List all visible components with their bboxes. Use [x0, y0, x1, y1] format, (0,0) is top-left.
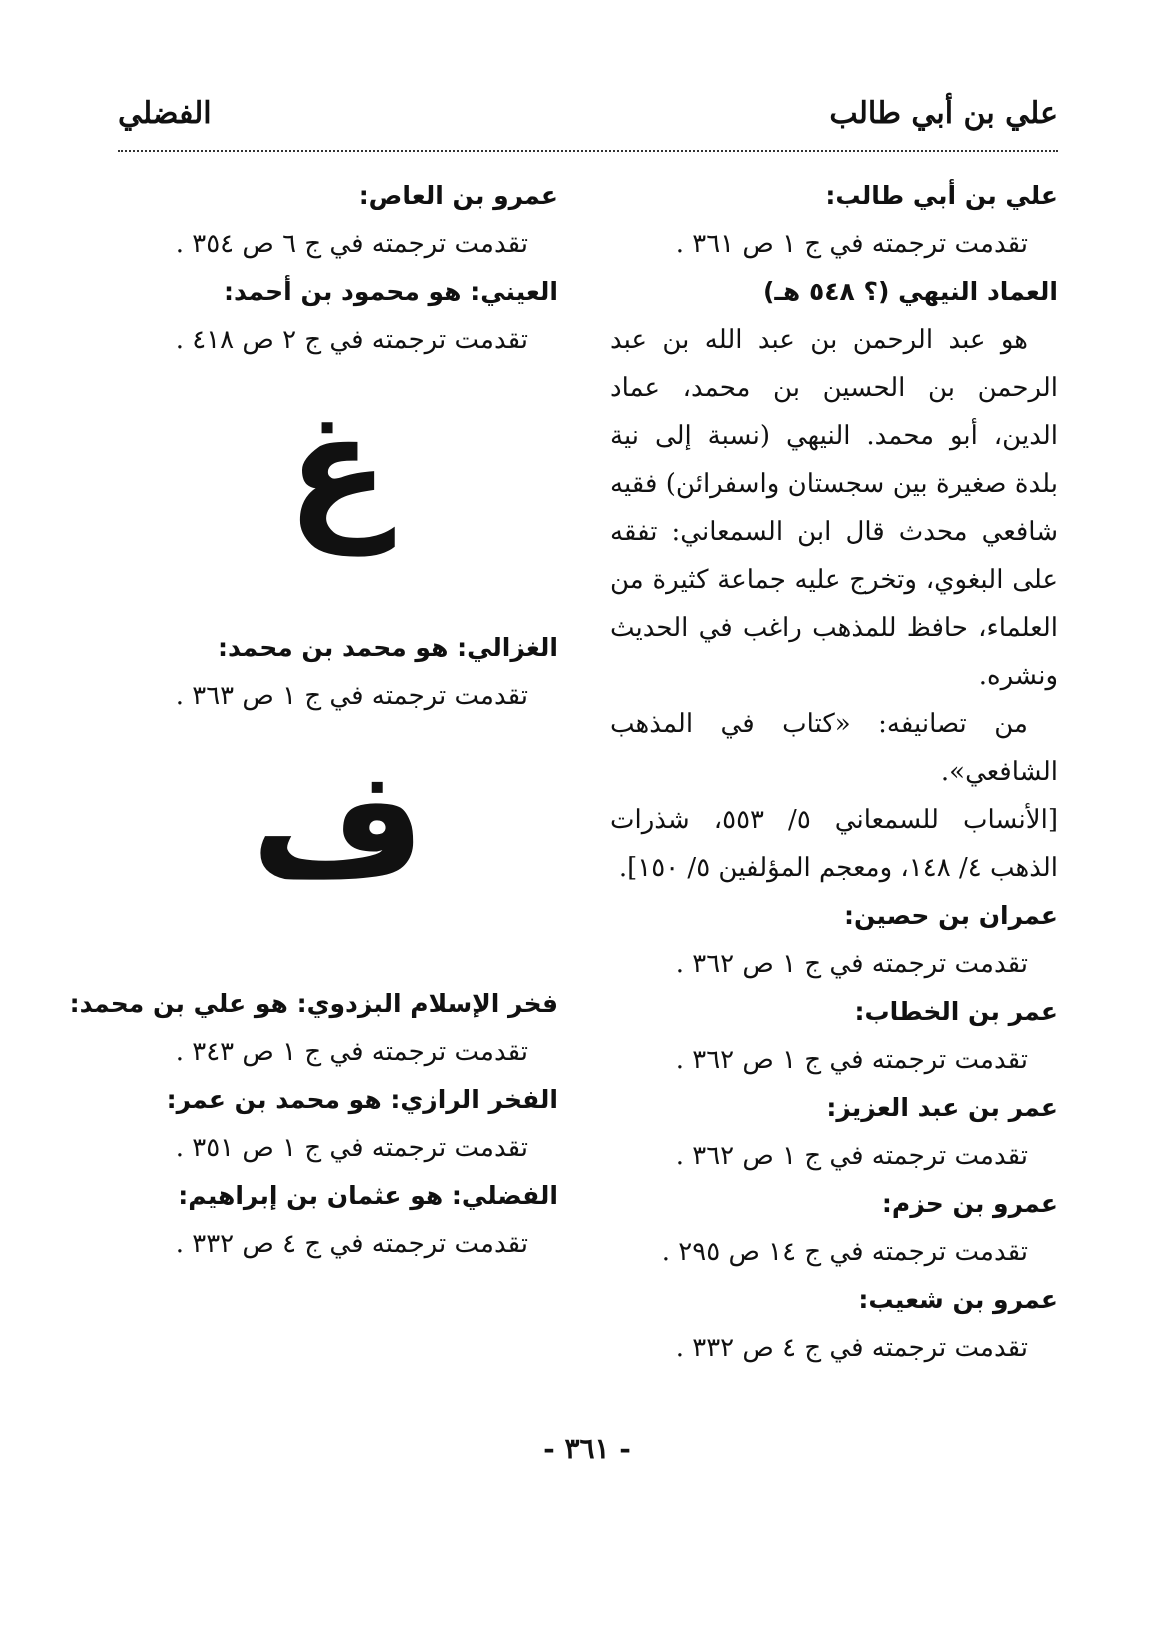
right-column — [610, 172, 1058, 1372]
left-column — [69, 172, 558, 1268]
entry-heading: الفخر الرازي: هو محمد بن عمر: — [166, 1085, 558, 1114]
running-header — [118, 96, 1058, 146]
page-number: - ٣٦١ - — [543, 1432, 631, 1465]
entry-reference: تقدمت ترجمته في ج ٤ ص ٣٣٢ . — [675, 1333, 1028, 1363]
entry-sources: [الأنساب للسمعاني ٥/ ٥٥٣، شذرات الذهب ٤/ ١٤٨، ومعجم المؤلفين ٥/ ١٥٠]. — [610, 805, 1058, 883]
entry-heading: فخر الإسلام البزدوي: هو علي بن محمد: — [69, 989, 558, 1018]
section-letter-fa: ف — [250, 738, 426, 912]
entry-reference: تقدمت ترجمته في ج ١ ص ٣٦١ . — [675, 229, 1028, 259]
section-letter-ghain: غ — [286, 382, 390, 556]
running-header-left: الفضلي — [118, 96, 212, 131]
entry-heading: الغزالي: هو محمد بن محمد: — [218, 633, 558, 662]
entry-reference: تقدمت ترجمته في ج ١ ص ٣٦٢ . — [675, 1045, 1028, 1075]
header-dotted-rule — [118, 150, 1058, 152]
entry-biography: هو عبد الرحمن بن عبد الله بن عبد الرحمن بن الحسين بن محمد، عماد الدين، أبو محمد. النيهي (نسبة إلى نية بلدة صغيرة بين سجستان واسفرائن) فقيه شافعي محدث قال ابن السمعاني: تفقه على البغوي، وتخرج عليه جماعة كثيرة من العلماء، حافظ للمذهب راغب في الحديث ونشره. — [610, 325, 1058, 691]
entry-heading: عمرو بن العاص: — [358, 181, 558, 210]
entry-reference: تقدمت ترجمته في ج ١٤ ص ٢٩٥ . — [661, 1237, 1028, 1267]
entry-heading: علي بن أبي طالب: — [825, 181, 1058, 210]
entry-reference: تقدمت ترجمته في ج ٢ ص ٤١٨ . — [175, 325, 528, 355]
entry-works: من تصانيفه: «كتاب في المذهب الشافعي». — [610, 709, 1058, 787]
entry-reference: تقدمت ترجمته في ج ١ ص ٣٦٢ . — [675, 1141, 1028, 1171]
entry-reference: تقدمت ترجمته في ج ٤ ص ٣٣٢ . — [175, 1229, 528, 1259]
entry-heading: عمر بن الخطاب: — [854, 997, 1058, 1026]
entry-heading: الفضلي: هو عثمان بن إبراهيم: — [178, 1181, 558, 1210]
entry-heading: العماد النيهي (؟ ٥٤٨ هـ) — [762, 277, 1058, 306]
entry-reference: تقدمت ترجمته في ج ١ ص ٣٤٣ . — [175, 1037, 528, 1067]
entry-reference: تقدمت ترجمته في ج ١ ص ٣٦٢ . — [675, 949, 1028, 979]
entry-heading: عمرو بن حزم: — [881, 1189, 1058, 1218]
entry-reference: تقدمت ترجمته في ج ٦ ص ٣٥٤ . — [175, 229, 528, 259]
running-header-right: علي بن أبي طالب — [829, 96, 1058, 131]
entry-heading: عمرو بن شعيب: — [858, 1285, 1058, 1314]
entry-heading: عمر بن عبد العزيز: — [826, 1093, 1058, 1122]
entry-heading: عمران بن حصين: — [844, 901, 1058, 930]
entry-heading: العيني: هو محمود بن أحمد: — [223, 277, 558, 306]
entry-reference: تقدمت ترجمته في ج ١ ص ٣٥١ . — [175, 1133, 528, 1163]
entry-reference: تقدمت ترجمته في ج ١ ص ٣٦٣ . — [175, 681, 528, 711]
